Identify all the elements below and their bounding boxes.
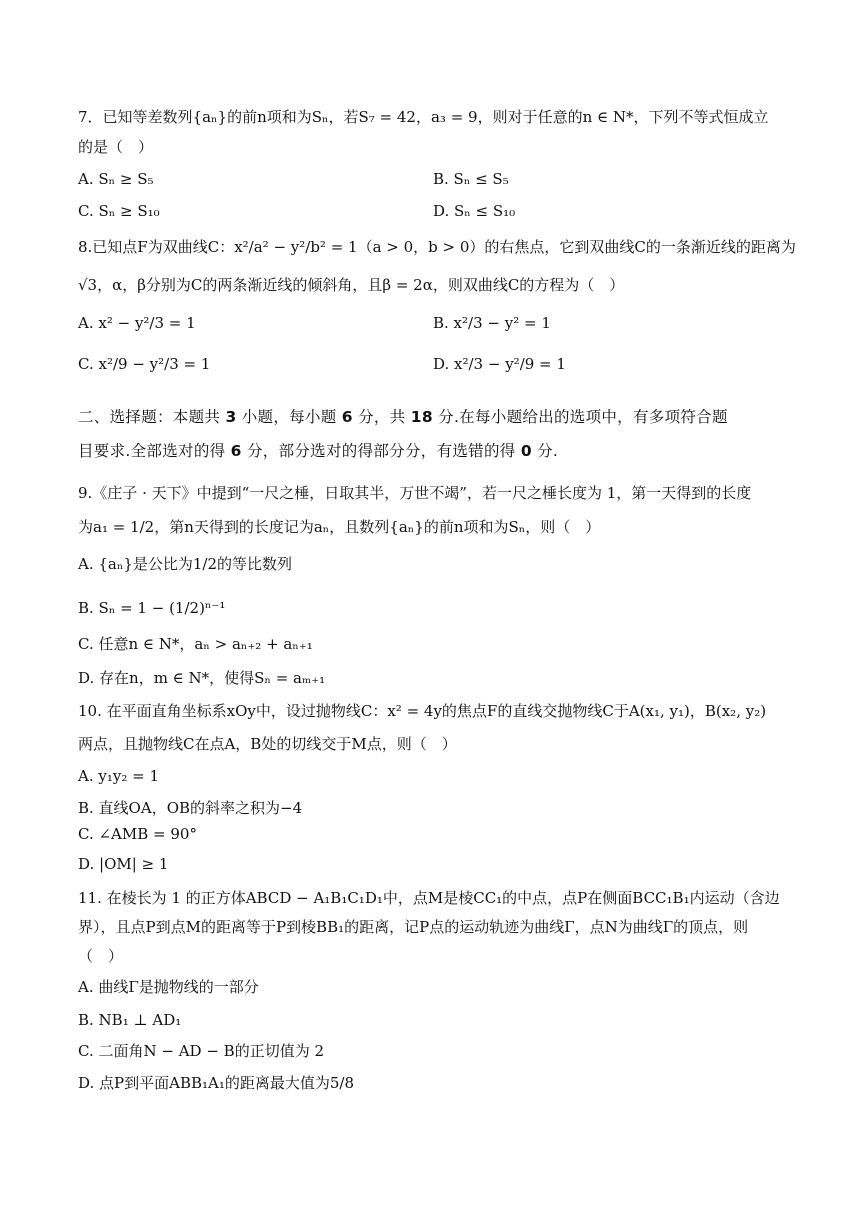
q9-stem-line1: 9.《庄子 · 天下》中提到“一尺之棰，日取其半，万世不竭”，若一尺之棰长度为 1，第一天得到的长度 xyxy=(78,484,752,502)
q9-option-b: B. Sₙ = 1 − (1/2)ⁿ⁻¹ xyxy=(78,599,226,617)
q11-option-a: A. 曲线Γ是抛物线的一部分 xyxy=(78,978,259,996)
q8-option-a: A. x² − y²/3 = 1 xyxy=(78,314,196,332)
q11-option-c: C. 二面角N − AD − B的正切值为 2 xyxy=(78,1042,325,1060)
section2-points-each: 6 xyxy=(341,408,353,426)
q7-option-a: A. Sₙ ≥ S₅ xyxy=(78,170,154,188)
q8-option-c: C. x²/9 − y²/3 = 1 xyxy=(78,355,211,373)
section2-text: 分，部分选对的得部分分，有选错的得 xyxy=(241,442,521,460)
q7-option-b: B. Sₙ ≤ S₅ xyxy=(433,170,509,188)
section2-count: 3 xyxy=(225,408,237,426)
q10-stem-line2: 两点，且抛物线C在点A，B处的切线交于M点，则（ ） xyxy=(78,735,457,753)
section2-text: 二、选择题：本题共 xyxy=(78,408,226,426)
q8-stem-line2: √3，α，β分别为C的两条渐近线的倾斜角，且β = 2α，则双曲线C的方程为（ ） xyxy=(78,276,625,294)
q10-option-c: C. ∠AMB = 90° xyxy=(78,825,197,843)
q10-option-b: B. 直线OA，OB的斜率之积为−4 xyxy=(78,799,303,817)
q10-stem-line1: 10. 在平面直角坐标系xOy中，设过抛物线C：x² = 4y的焦点F的直线交抛物线C于A(x₁, y₁)，B(x₂, y₂) xyxy=(78,702,767,720)
q9-option-a: A. {aₙ}是公比为1/2的等比数列 xyxy=(78,555,293,573)
section2-text: 小题，每小题 xyxy=(236,408,342,426)
q9-stem-line2: 为a₁ = 1/2，第n天得到的长度记为aₙ，且数列{aₙ}的前n项和为Sₙ，则（ ） xyxy=(78,518,601,536)
q11-stem-line3: （ ） xyxy=(78,947,124,965)
q11-option-b: B. NB₁ ⊥ AD₁ xyxy=(78,1011,182,1029)
q8-option-d: D. x²/3 − y²/9 = 1 xyxy=(433,355,566,373)
q10-option-d: D. |OM| ≥ 1 xyxy=(78,855,169,873)
section2-text: 分，共 xyxy=(352,408,411,426)
section2-instructions-line2 xyxy=(78,440,558,462)
section2-zero-points: 0 xyxy=(520,442,532,460)
q8-stem-line1: 8.已知点F为双曲线C：x²/a² − y²/b² = 1（a > 0，b > 0）的右焦点，它到双曲线C的一条渐近线的距离为 xyxy=(78,238,796,256)
q11-stem-line2: 界），且点P到点M的距离等于P到棱BB₁的距离，记P点的运动轨迹为曲线Γ，点N为曲线Γ的顶点，则 xyxy=(78,918,749,936)
section2-instructions-line1 xyxy=(78,406,728,428)
q7-stem-line2: 的是（ ） xyxy=(78,138,154,156)
q11-option-d: D. 点P到平面ABB₁A₁的距离最大值为5/8 xyxy=(78,1074,354,1092)
section2-text: 分.在每小题给出的选项中，有多项符合题 xyxy=(432,408,728,426)
q10-option-a: A. y₁y₂ = 1 xyxy=(78,767,159,785)
section2-full-points: 6 xyxy=(230,442,242,460)
q11-stem-line1: 11. 在棱长为 1 的正方体ABCD − A₁B₁C₁D₁中，点M是棱CC₁的中点，点P在侧面BCC₁B₁内运动（含边 xyxy=(78,889,780,907)
q9-option-c: C. 任意n ∈ N*，aₙ > aₙ₊₂ + aₙ₊₁ xyxy=(78,635,313,653)
q8-option-b: B. x²/3 − y² = 1 xyxy=(433,314,551,332)
q7-stem-line1: 7．已知等差数列{aₙ}的前n项和为Sₙ，若S₇ = 42，a₃ = 9，则对于任意的n ∈ N*，下列不等式恒成立 xyxy=(78,108,769,126)
q9-option-d: D. 存在n，m ∈ N*，使得Sₙ = aₘ₊₁ xyxy=(78,669,326,687)
q7-option-c: C. Sₙ ≥ S₁₀ xyxy=(78,202,160,220)
section2-text: 目要求.全部选对的得 xyxy=(78,442,231,460)
q7-option-d: D. Sₙ ≤ S₁₀ xyxy=(433,202,516,220)
section2-text: 分. xyxy=(531,442,559,460)
section2-total: 18 xyxy=(410,408,433,426)
